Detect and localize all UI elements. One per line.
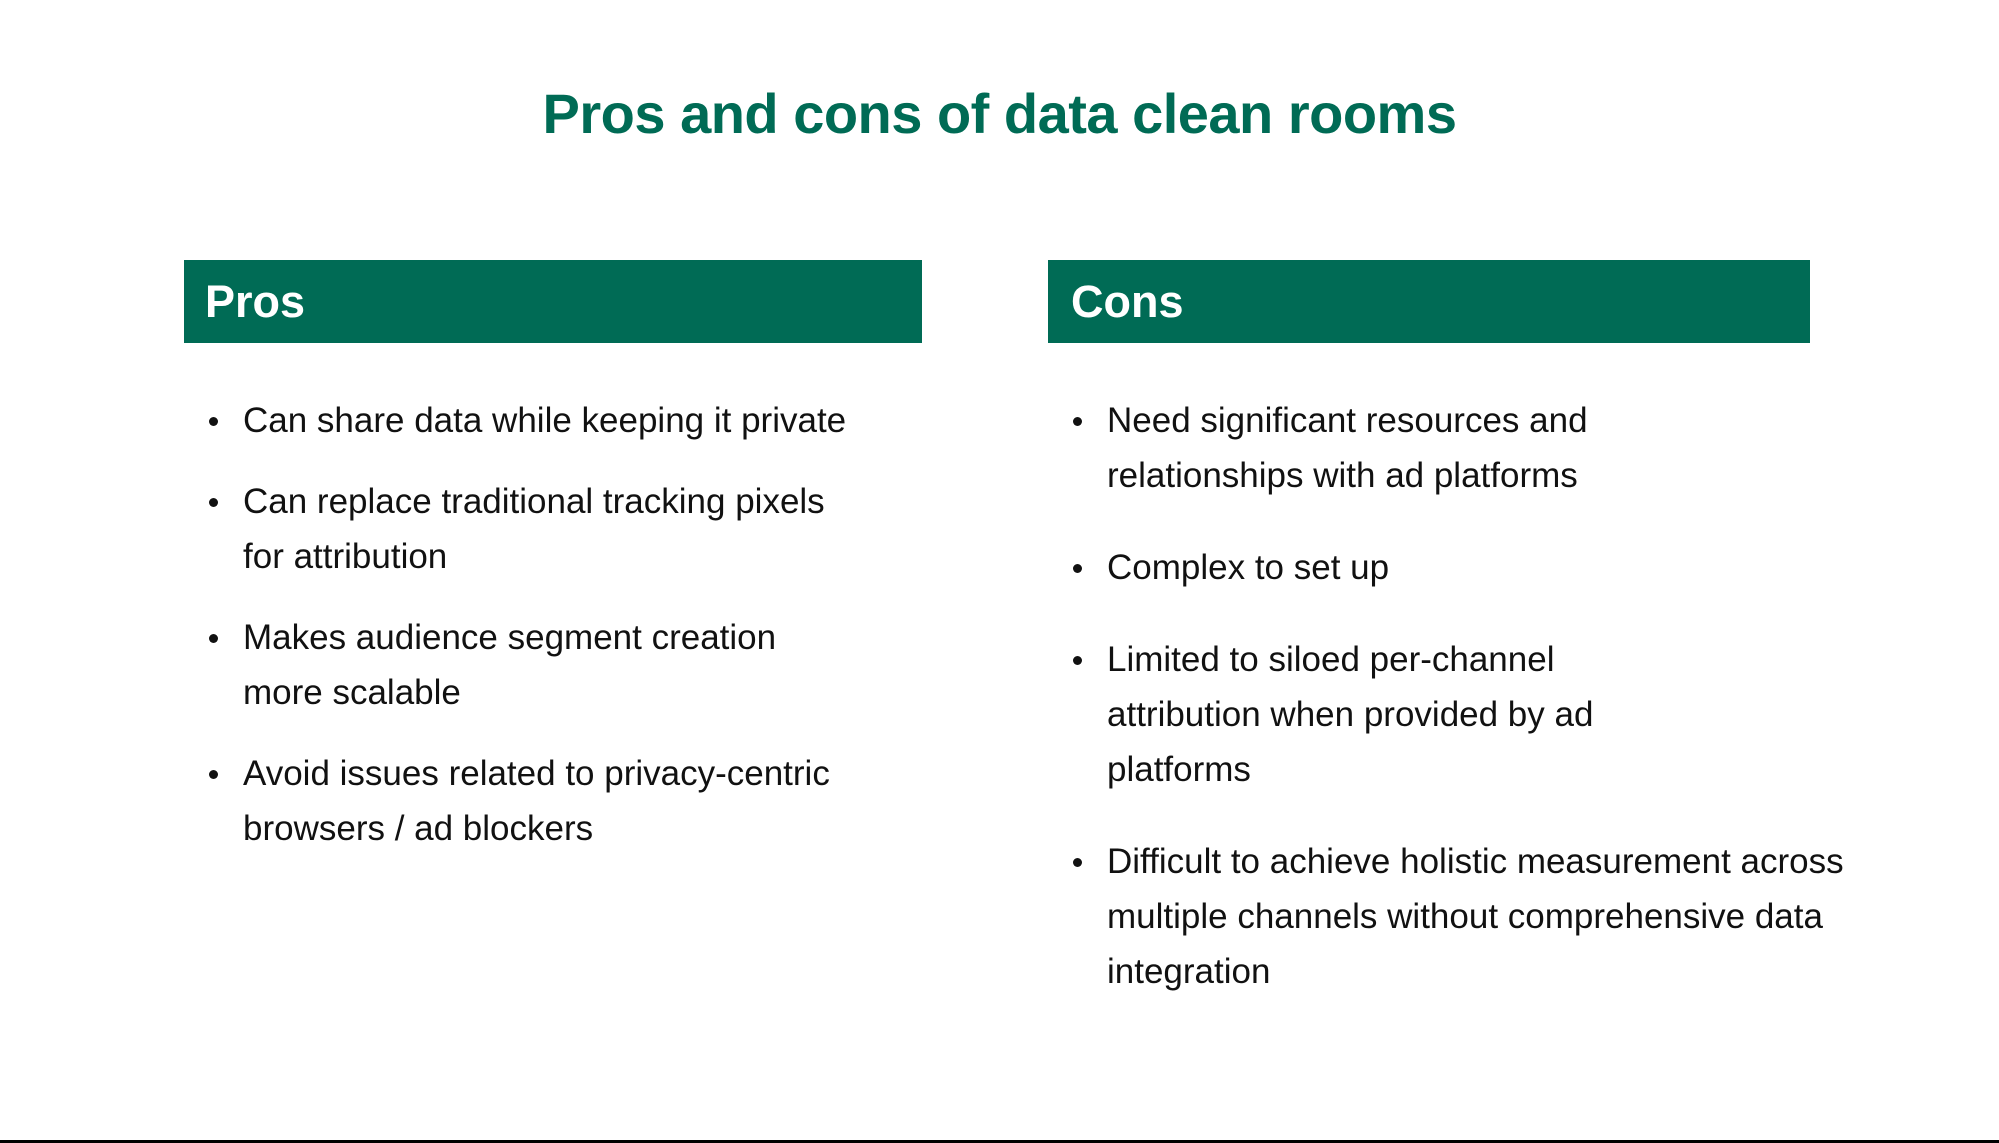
cons-header: Cons bbox=[1048, 260, 1810, 343]
slide-title: Pros and cons of data clean rooms bbox=[542, 82, 1457, 145]
cons-item bbox=[1048, 393, 1667, 503]
pros-item bbox=[184, 610, 843, 720]
bullet-dot-icon bbox=[1073, 656, 1082, 665]
pros-item bbox=[184, 393, 963, 448]
pros-header: Pros bbox=[184, 260, 922, 343]
cons-item-text: Complex to set up bbox=[1107, 548, 1390, 587]
cons-item bbox=[1048, 632, 1667, 797]
cons-list bbox=[1048, 393, 1844, 999]
bullet-dot-icon bbox=[209, 770, 218, 779]
pros-list bbox=[184, 393, 922, 856]
cons-item bbox=[1048, 540, 1847, 595]
pros-item-text: Avoid issues related to privacy-centric browsers / ad blockers bbox=[243, 754, 830, 848]
pros-item-text: Makes audience segment creation more scalable bbox=[243, 618, 777, 712]
cons-item-text: Limited to siloed per-channel attribution when provided by ad platforms bbox=[1107, 640, 1594, 789]
pros-item-text: Can replace traditional tracking pixels for attribution bbox=[243, 482, 825, 576]
cons-column bbox=[1048, 260, 1844, 999]
pros-item-text: Can share data while keeping it private bbox=[243, 401, 847, 440]
cons-item bbox=[1048, 834, 1847, 999]
bullet-dot-icon bbox=[209, 634, 218, 643]
bullet-dot-icon bbox=[209, 498, 218, 507]
pros-item bbox=[184, 474, 843, 584]
bullet-dot-icon bbox=[1073, 564, 1082, 573]
cons-item-text: Difficult to achieve holistic measurement across multiple channels without comprehensive data integration bbox=[1107, 842, 1844, 991]
bullet-dot-icon bbox=[1073, 858, 1082, 867]
pros-column bbox=[184, 260, 922, 856]
pros-item bbox=[184, 746, 843, 856]
bullet-dot-icon bbox=[1073, 417, 1082, 426]
cons-item-text: Need significant resources and relationships with ad platforms bbox=[1107, 401, 1588, 495]
bullet-dot-icon bbox=[209, 417, 218, 426]
